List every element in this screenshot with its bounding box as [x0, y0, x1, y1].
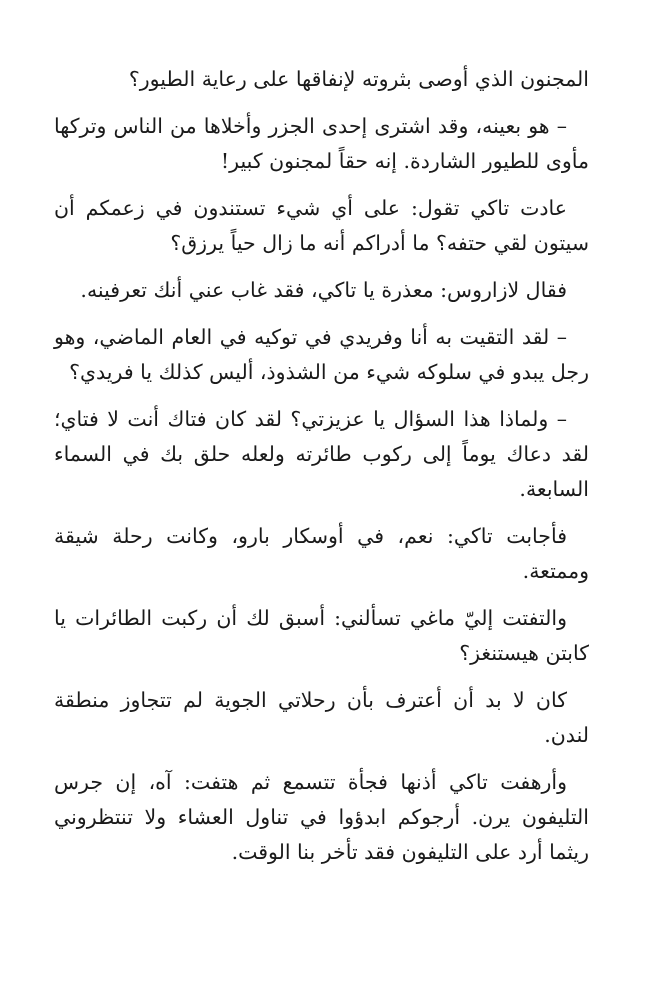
paragraph-1: المجنون الذي أوصى بثروته لإنفاقها على رعاية الطيور؟: [128, 67, 589, 91]
paragraph-6: – ولماذا هذا السؤال يا عزيزتي؟ لقد كان فتاك أنت لا فتاي؛ لقد دعاك يوماً إلى ركوب طائرته ولعله حلق بك في السماء السابعة.: [54, 407, 589, 501]
paragraph-5: – لقد التقيت به أنا وفريدي في توكيه في العام الماضي، وهو رجل يبدو في سلوكه شيء من الشذوذ، أليس كذلك يا فريدي؟: [54, 325, 589, 384]
paragraph-8: والتفتت إليّ ماغي تسألني: أسبق لك أن ركبت الطائرات يا كابتن هيستنغز؟: [54, 606, 589, 665]
book-page: [54, 62, 589, 882]
paragraph-4: فقال لازاروس: معذرة يا تاكي، فقد غاب عني أنك تعرفينه.: [80, 278, 567, 302]
paragraph-3: عادت تاكي تقول: على أي شيء تستندون في زعمكم أن سيتون لقي حتفه؟ ما أدراكم أنه ما زال حياً يرزق؟: [54, 196, 589, 255]
paragraph-9: كان لا بد أن أعترف بأن رحلاتي الجوية لم تتجاوز منطقة لندن.: [54, 688, 589, 747]
paragraph-10: وأرهفت تاكي أذنها فجأة تتسمع ثم هتفت: آه، إن جرس التليفون يرن. أرجوكم ابدؤوا في تناول العشاء ولا تنتظروني ريثما أرد على التليفون فقد تأخر بنا الوقت.: [54, 770, 589, 864]
paragraph-2: – هو بعينه، وقد اشترى إحدى الجزر وأخلاها من الناس وتركها مأوى للطيور الشاردة. إنه حقاً لمجنون كبير!: [54, 114, 589, 173]
paragraph-7: فأجابت تاكي: نعم، في أوسكار بارو، وكانت رحلة شيقة وممتعة.: [54, 524, 589, 583]
